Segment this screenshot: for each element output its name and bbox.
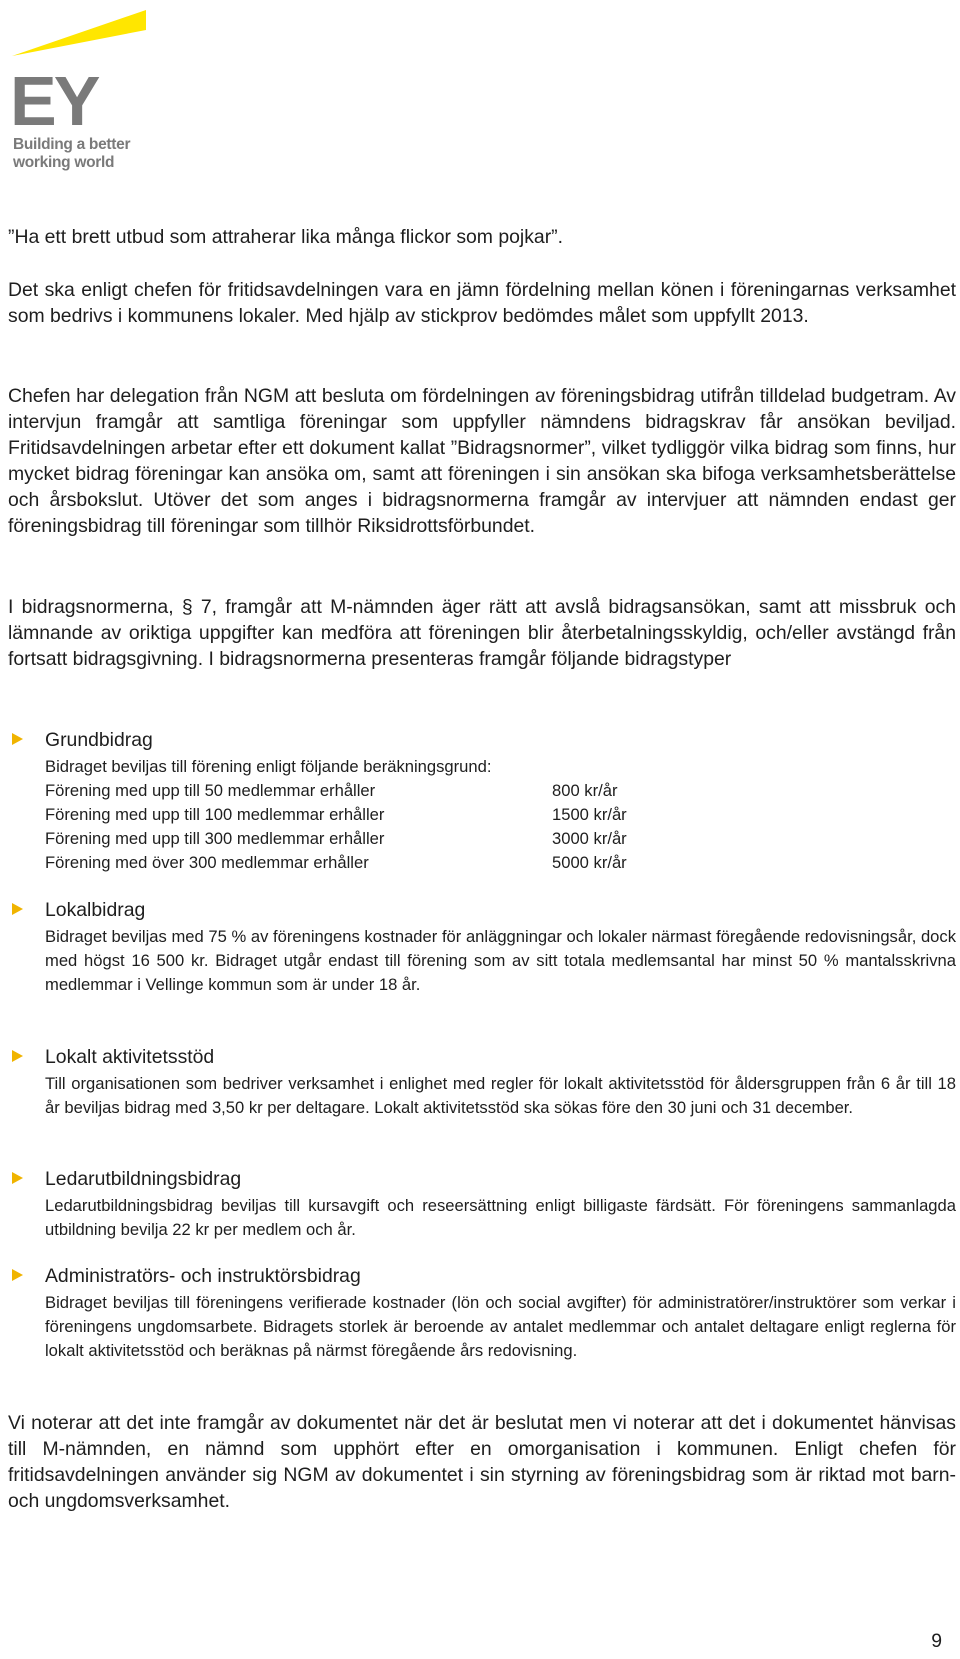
table-cell-amount: 5000 kr/år: [552, 853, 627, 872]
paragraph-delegation: Chefen har delegation från NGM att besluta om fördelningen av föreningsbidrag utifrån tilldelad budgetram. Av intervjun framgår att samtliga föreningar som uppfyller nämndens bidragskrav får ansökan beviljad. Fritidsavdelningen arbetar efter ett dokument kallat ”Bidragsnormer”, vilket tydliggör vilka bidrag som finns, hur mycket bidrag föreningar kan ansöka om, samt att föreningen i sin ansökan ska bifoga verksamhetsberättelse och årsbokslut. Utöver det som anges i bidragsnormerna framgår av intervjuer att nämnden endast ger föreningsbidrag till föreningar som tillhör Riksidrottsförbundet.: [8, 385, 956, 537]
table-cell-amount: 3000 kr/år: [552, 829, 627, 848]
logo-tagline-line2: working world: [13, 154, 115, 171]
table-cell-label: Förening med upp till 100 medlemmar erhåller: [45, 805, 385, 824]
paragraph-gender-distribution: Det ska enligt chefen för fritidsavdelningen vara en jämn fördelning mellan könen i föreningarnas verksamhet som bedrivs i kommunens lokaler. Med hjälp av stickprov bedömdes målet som uppfyllt 2013.: [8, 279, 956, 327]
triangle-bullet-icon: [12, 1050, 23, 1062]
table-row: [45, 827, 627, 851]
paragraph-conclusion: Vi noterar att det inte framgår av dokumentet när det är beslutat men vi noterar att det i dokumentet hänvisas till M-nämnden, en nämnd som upphört efter en omorganisation i kommunen. Enligt chefen för fritidsavdelningen använder sig NGM av dokumentet i sin styrning av föreningsbidrag som är riktad mot barn- och ungdomsverksamhet.: [8, 1412, 956, 1512]
section-body: Bidraget beviljas med 75 % av föreningens kostnader för anläggningar och lokaler närmast föregående redovisningsår, dock med högst 16 500 kr. Bidraget utgår endast till förening som av sitt totala medlemsantal har minst 50 % mantalsskrivna medlemmar i Vellinge kommun som är under 18 år.: [45, 927, 956, 994]
section-lokalt-aktivitetsstod: [12, 1044, 956, 1120]
logo-text: EY: [10, 62, 98, 134]
section-title: Grundbidrag: [45, 729, 153, 751]
table-cell-label: Förening med upp till 300 medlemmar erhåller: [45, 829, 385, 848]
paragraph-grant-rules: I bidragsnormerna, § 7, framgår att M-nämnden äger rätt att avslå bidragsansökan, samt att missbruk och lämnande av oriktiga uppgifter kan medföra att föreningen blir återbetalningsskyldig, och/eller avstängd från fortsatt bidragsgivning. I bidragsnormerna presenteras framgår följande bidragstyper: [8, 596, 956, 670]
paragraph-goal-quote: ”Ha ett brett utbud som attraherar lika många flickor som pojkar”.: [8, 226, 564, 248]
table-row: [45, 779, 627, 803]
grant-table: [45, 779, 627, 875]
table-cell-label: Förening med över 300 medlemmar erhåller: [45, 853, 369, 872]
triangle-bullet-icon: [12, 1269, 23, 1281]
table-row: [45, 851, 627, 875]
section-body: Bidraget beviljas till föreningens verifierade kostnader (lön och social avgifter) för administratörer/instruktörer som verkar i föreningens ungdomsarbete. Bidragets storlek är beroende av antalet medlemmar och antalet deltagare enligt reglerna för lokalt aktivitetsstöd och beräknas på närmst föregående års redovisning.: [45, 1293, 956, 1360]
section-body: Till organisationen som bedriver verksamhet i enlighet med regler för lokalt aktivitetsstöd för åldersgruppen från 6 år till 18 år beviljas bidrag med 3,50 kr per deltagare. Lokalt aktivitetsstöd ska sökas före den 30 juni och 31 december.: [45, 1074, 956, 1117]
section-body: Ledarutbildningsbidrag beviljas till kursavgift och reseersättning enligt billigaste färdsätt. För föreningens sammanlagda utbildning bevilja 22 kr per medlem och år.: [45, 1196, 956, 1239]
section-administratorsbidrag: [12, 1263, 956, 1363]
triangle-bullet-icon: [12, 1172, 23, 1184]
table-cell-amount: 1500 kr/år: [552, 805, 627, 824]
ey-logo: [10, 4, 162, 176]
page-number: 9: [931, 1630, 942, 1652]
section-title: Administratörs- och instruktörsbidrag: [45, 1265, 361, 1287]
triangle-bullet-icon: [12, 733, 23, 745]
table-cell-label: Förening med upp till 50 medlemmar erhåller: [45, 781, 376, 800]
section-title: Lokalbidrag: [45, 899, 146, 921]
triangle-bullet-icon: [12, 903, 23, 915]
section-intro: Bidraget beviljas till förening enligt följande beräkningsgrund:: [45, 757, 492, 776]
section-grundbidrag: [12, 727, 956, 875]
section-ledarutbildningsbidrag: [12, 1166, 956, 1242]
section-title: Lokalt aktivitetsstöd: [45, 1046, 215, 1068]
section-title: Ledarutbildningsbidrag: [45, 1168, 242, 1190]
section-lokalbidrag: [12, 897, 956, 997]
table-cell-amount: 800 kr/år: [552, 781, 618, 800]
logo-tagline-line1: Building a better: [13, 136, 131, 153]
table-row: [45, 803, 627, 827]
ey-logo-icon: [10, 4, 162, 134]
